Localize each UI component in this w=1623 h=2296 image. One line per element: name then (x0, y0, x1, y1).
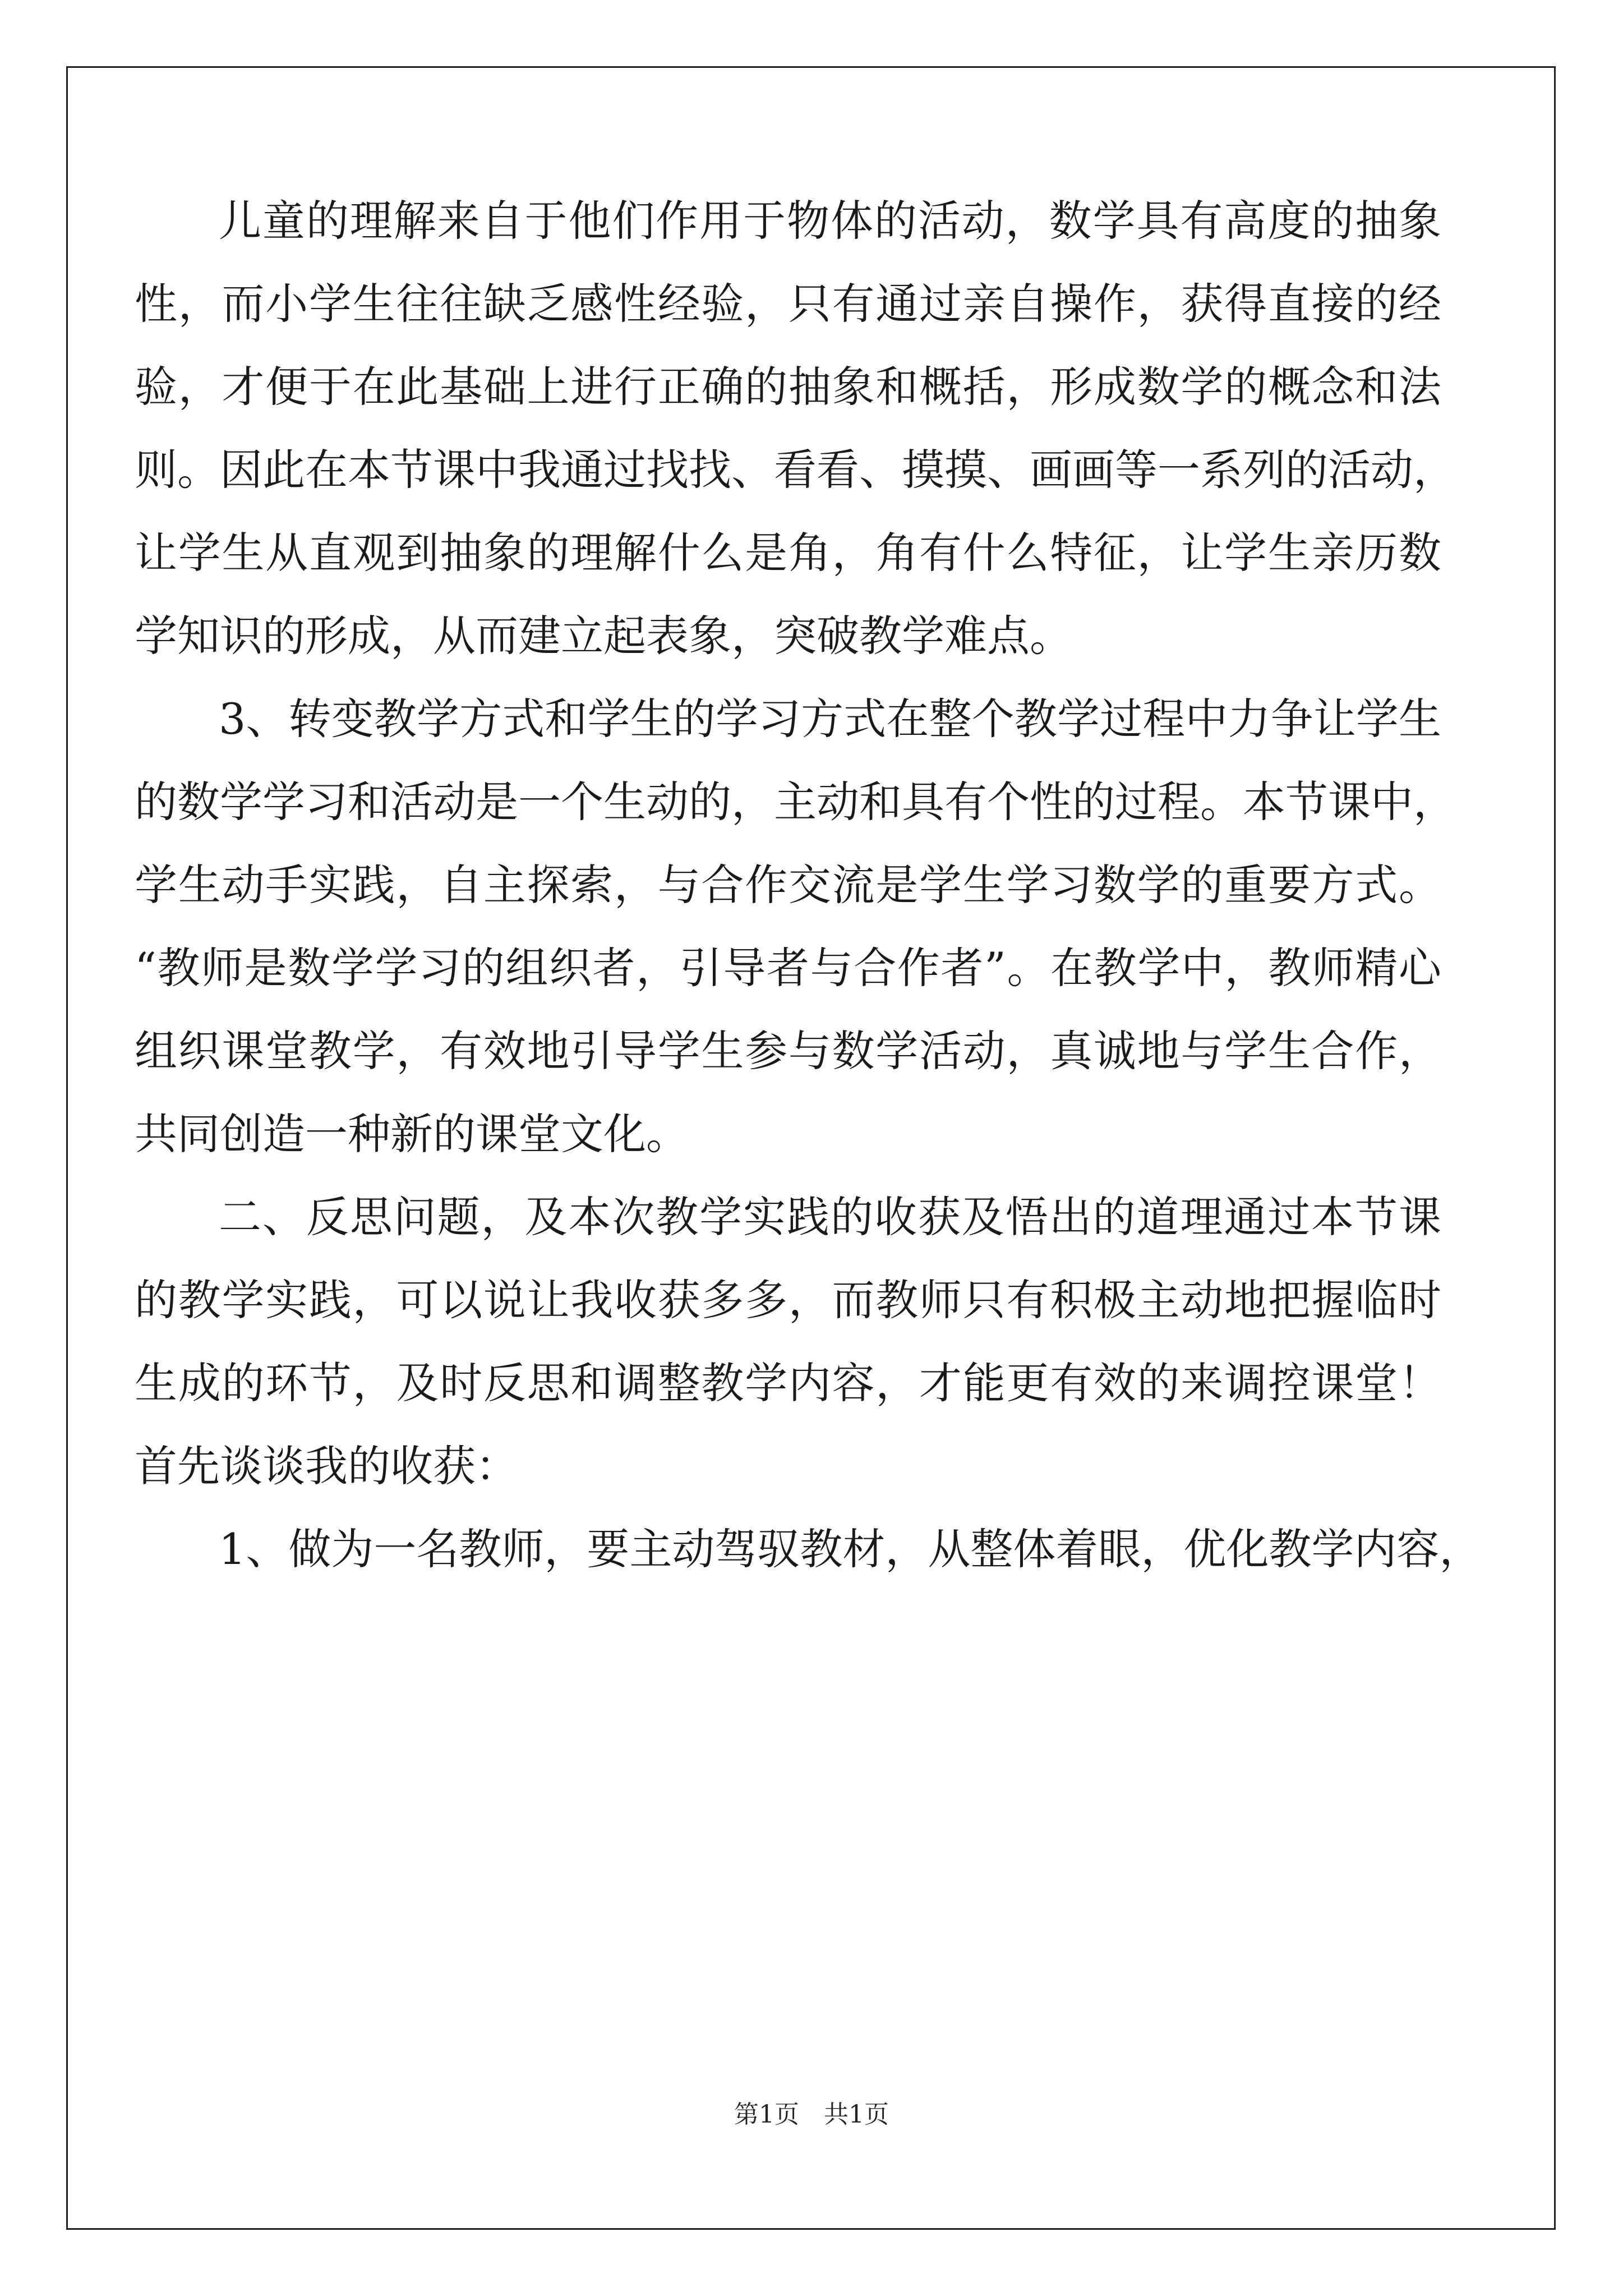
text-line: 学知识的形成，从而建立起表象，突破教学难点。 (135, 611, 1072, 661)
text-line: 的数学学习和活动是一个生动的，主动和具有个性的过程。本节课中， (135, 777, 1456, 827)
text-line: 3、转变教学方式和学生的学习方式在整个教学过程中力争让学生 (219, 694, 1441, 744)
document-body (135, 191, 1482, 1602)
text-line: 组织课堂教学，有效地引导学生参与数学活动，真诚地与学生合作， (135, 1026, 1441, 1076)
text-line: 二、反思问题，及本次教学实践的收获及悟出的道理通过本节课 (219, 1192, 1441, 1242)
text-line: 生成的环节，及时反思和调整教学内容，才能更有效的来调控课堂！ (135, 1358, 1441, 1408)
page-footer: 第1页 共1页 (734, 2100, 889, 2129)
text-line: 学生动手实践，自主探索，与合作交流是学生学习数学的重要方式。 (135, 860, 1441, 910)
text-line: 则。因此在本节课中我通过找找、看看、摸摸、画画等一系列的活动， (135, 445, 1456, 495)
text-line: 儿童的理解来自于他们作用于物体的活动，数学具有高度的抽象 (219, 196, 1441, 246)
text-line: 首先谈谈我的收获： (135, 1441, 518, 1491)
text-line: “教师是数学学习的组织者，引导者与合作者”。在教学中，教师精心 (135, 943, 1441, 993)
text-line: 共同创造一种新的课堂文化。 (135, 1109, 689, 1159)
text-line: 性，而小学生往往缺乏感性经验，只有通过亲自操作，获得直接的经 (135, 279, 1441, 329)
text-line: 让学生从直观到抽象的理解什么是角，角有什么特征，让学生亲历数 (135, 528, 1441, 578)
text-line: 1、做为一名教师，要主动驾驭教材，从整体着眼，优化教学内容， (219, 1524, 1482, 1574)
text-line: 验，才便于在此基础上进行正确的抽象和概括，形成数学的概念和法 (135, 362, 1441, 412)
text-line: 的教学实践，可以说让我收获多多，而教师只有积极主动地把握临时 (135, 1275, 1441, 1325)
